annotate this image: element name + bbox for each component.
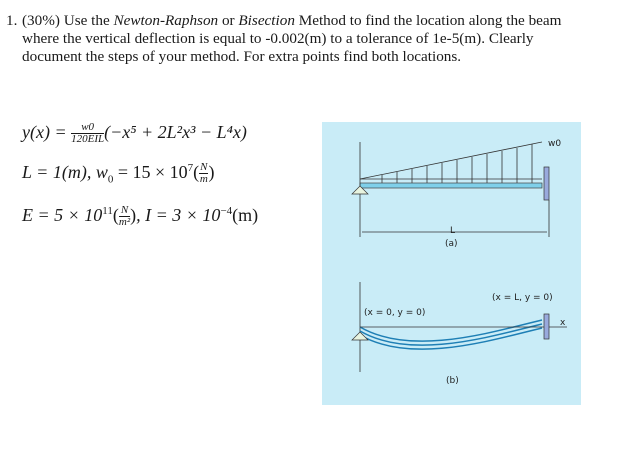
- problem-text: Method to find the location along the beam: [294, 12, 562, 29]
- problem-line-2: where the vertical deflection is equal to -0.002(m) to a tolerance of 1e-5(m). Clearly: [22, 30, 534, 47]
- part-b-label: (b): [446, 376, 459, 386]
- beam-diagram: [322, 122, 581, 405]
- method-bisection: Bisection: [238, 12, 295, 29]
- modulus-units: [119, 205, 130, 228]
- beam-a: [360, 183, 542, 188]
- eq-lhs: y(x) =: [22, 122, 72, 142]
- fixed-support-b: [544, 314, 549, 339]
- problem-line-1: [22, 12, 561, 30]
- beam-figure: [322, 122, 581, 405]
- method-newton-raphson: Newton-Raphson: [113, 12, 219, 29]
- fixed-support-a: [544, 167, 549, 200]
- axis-label: x: [560, 318, 566, 328]
- parameters-equation-1: L = 1(m), $w_0 = 15 \times 10^7$( $\frac{N}{m}$ ): [22, 161, 215, 186]
- length-and-load: L = 1(m), w: [22, 162, 108, 182]
- distributed-load-arrows: [360, 142, 542, 183]
- problem-text: or: [218, 12, 239, 29]
- frac-denominator: m: [199, 173, 208, 186]
- inertia-units: (m): [232, 205, 259, 225]
- deflection-equation: [22, 122, 247, 145]
- left-boundary-condition: (x = 0, y = 0): [364, 308, 426, 318]
- frac-numerator: w0: [71, 122, 104, 134]
- inertia-exponent: −4: [220, 205, 233, 217]
- inertia-value: , I = 3 × 10: [136, 205, 221, 225]
- eq-fraction: [71, 122, 104, 145]
- load-label: w0: [548, 139, 562, 149]
- load-exponent: 7: [187, 162, 194, 174]
- eq-rhs: (−x⁵ + 2L²x³ − L⁴x): [104, 122, 247, 142]
- parameters-equation-2: $E = 5 \times 10^{11}$( $\frac{N}{\text{m²}}$ ), $I = 3 \times 10^{-4}(m)$: [22, 204, 259, 229]
- load-units: [199, 162, 208, 185]
- modulus-value: E = 5 × 10: [22, 205, 103, 225]
- load-value: = 15 × 10: [113, 162, 188, 182]
- right-boundary-condition: (x = L, y = 0): [492, 293, 553, 303]
- frac-denominator: m²: [118, 216, 131, 229]
- frac-numerator: N: [200, 161, 208, 174]
- modulus-exponent: 11: [102, 205, 113, 217]
- frac-denominator: 120EIL: [71, 133, 105, 146]
- problem-line-3: document the steps of your method. For extra points find both locations.: [22, 48, 462, 65]
- length-label: L: [450, 226, 456, 236]
- load-subscript: 0: [107, 173, 114, 186]
- frac-numerator: N: [120, 204, 129, 217]
- problem-text: (30%) Use the: [22, 12, 114, 29]
- problem-number: 1.: [6, 12, 18, 29]
- part-a-label: (a): [445, 239, 458, 249]
